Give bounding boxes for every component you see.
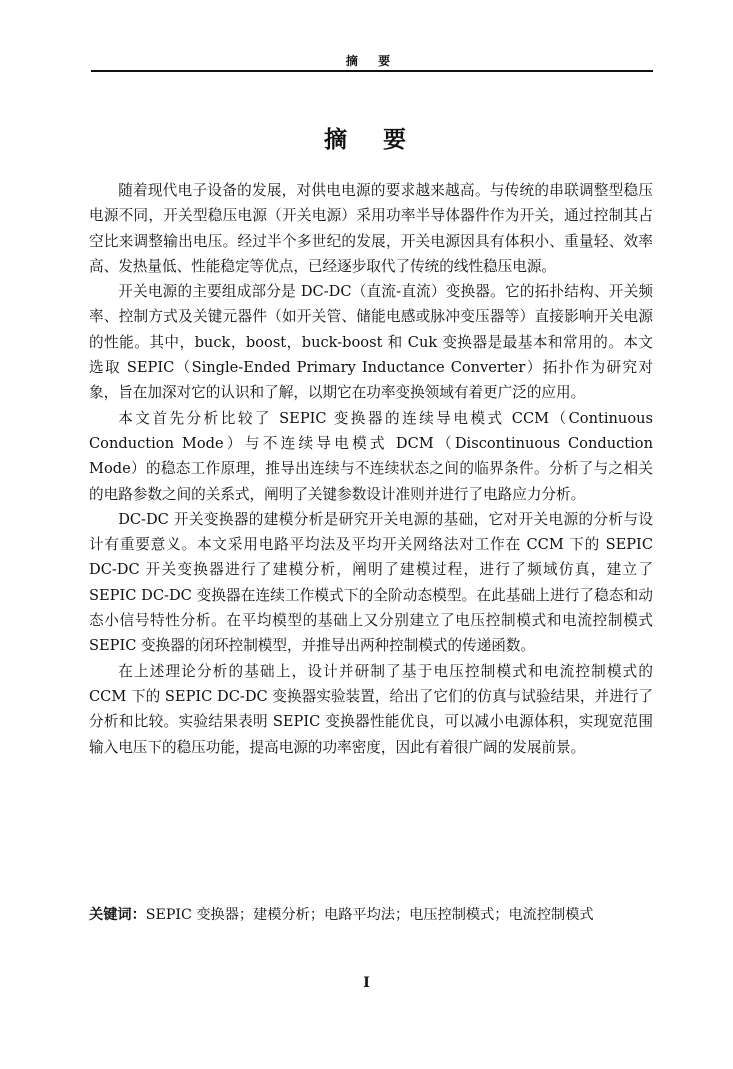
keywords-label: 关键词： [89,907,146,923]
page-number: I [363,975,370,991]
paragraph-4: DC-DC 开关变换器的建模分析是研究开关电源的基础，它对开关电源的分析与设计有重要意义。本文采用电路平均法及平均开关网络法对工作在 CCM 下的 SEPIC DC-DC 开关变换器进行了建模分析，阐明了建模过程，进行了频域仿真，建立了 SEPIC DC-DC 变换器在连续工作模式下的全阶动态模型。在此基础上进行了稳态和动态小信号特性分析。在平均模型的基础上又分别建立了电压控制模式和电流控制模式 SEPIC 变换器的闭环控制模型，并推导出两种控制模式的传递函数。 [89,510,653,655]
paragraph-3: 本文首先分析比较了 SEPIC 变换器的连续导电模式 CCM（Continuous Conduction Mode）与不连续导电模式 DCM（Discontinuous Conduction Mode）的稳态工作原理，推导出连续与不连续状态之间的临界条件。分析了与之相关的电路参数之间的关系式，阐明了关键参数设计准则并进行了电路应力分析。 [89,409,653,503]
paragraph-2: 开关电源的主要组成部分是 DC-DC（直流-直流）变换器。它的拓扑结构、开关频率、控制方式及关键元器件（如开关管、储能电感或脉冲变压器等）直接影响开关电源的性能。其中，buck，boost，buck-boost 和 Cuk 变换器是最基本和常用的。本文选取 SEPIC（Single-Ended Primary Inductance Converter）拓扑作为研究对象，旨在加深对它的认识和了解，以期它在功率变换领域有着更广泛的应用。 [89,283,653,402]
keywords-text: SEPIC 变换器；建模分析；电路平均法；电压控制模式；电流控制模式 [145,907,594,923]
abstract-title: 摘 要 [323,126,420,153]
running-head: 摘 要 [345,54,399,68]
keywords-line [89,903,659,927]
header-rule [91,70,653,72]
abstract-body [89,178,653,760]
paragraph-5: 在上述理论分析的基础上，设计并研制了基于电压控制模式和电流控制模式的 CCM 下的 SEPIC DC-DC 变换器实验装置，给出了它们的仿真与试验结果，并进行了分析和比较。实验结果表明 SEPIC 变换器性能优良，可以减小电源体积，实现宽范围输入电压下的稳压功能，提高电源的功率密度，因此有着很广阔的发展前景。 [89,662,653,756]
paragraph-1: 随着现代电子设备的发展，对供电电源的要求越来越高。与传统的串联调整型稳压电源不同，开关型稳压电源（开关电源）采用功率半导体器件作为开关，通过控制其占空比来调整输出电压。经过半个多世纪的发展，开关电源因具有体积小、重量轻、效率高、发热量低、性能稳定等优点，已经逐步取代了传统的线性稳压电源。 [89,182,653,275]
